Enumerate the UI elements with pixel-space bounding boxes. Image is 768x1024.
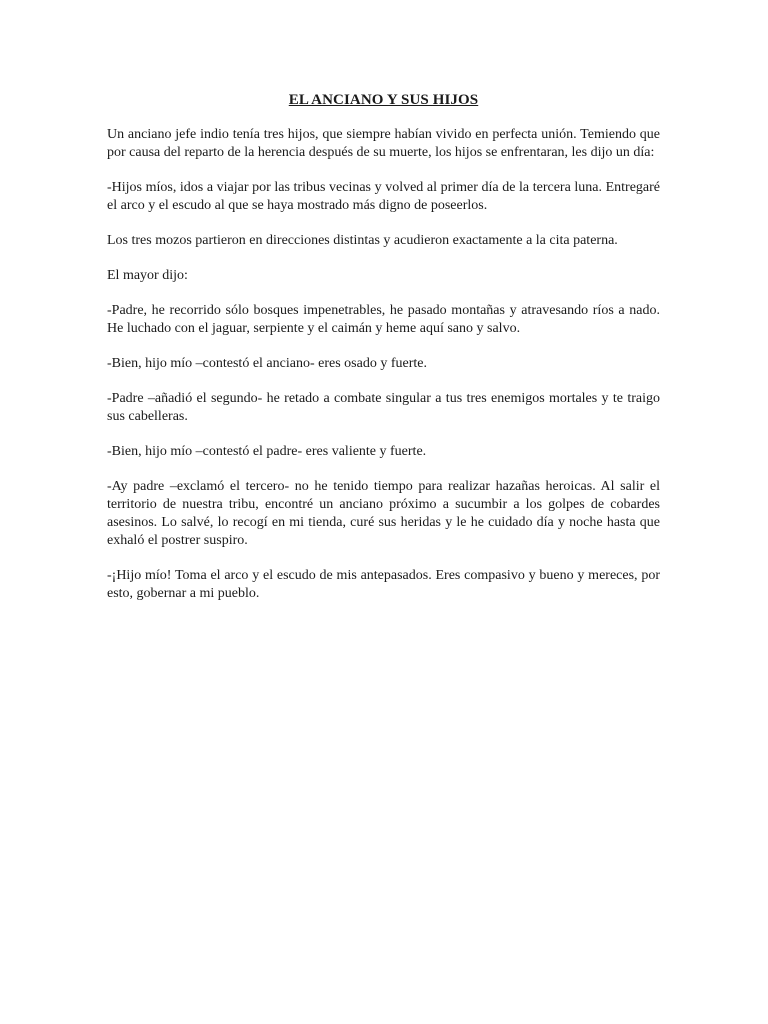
document-title: EL ANCIANO Y SUS HIJOS <box>288 92 479 108</box>
paragraph-6: -Bien, hijo mío –contestó el anciano- eres osado y fuerte. <box>107 356 427 371</box>
document-page <box>107 92 660 620</box>
paragraph-10: -¡Hijo mío! Toma el arco y el escudo de mis antepasados. Eres compasivo y bueno y mereces, por esto, gobernar a mi pueblo. <box>107 568 660 601</box>
paragraph-7: -Padre –añadió el segundo- he retado a combate singular a tus tres enemigos mortales y te traigo sus cabelleras. <box>107 391 660 424</box>
paragraph-1: Un anciano jefe indio tenía tres hijos, que siempre habían vivido en perfecta unión. Temiendo que por causa del reparto de la herencia después de su muerte, los hijos se enfrentaran, les dijo un día: <box>107 127 660 160</box>
paragraph-3: Los tres mozos partieron en direcciones distintas y acudieron exactamente a la cita paterna. <box>107 233 618 248</box>
paragraph-2: -Hijos míos, idos a viajar por las tribus vecinas y volved al primer día de la tercera luna. Entregaré el arco y el escudo al que se haya mostrado más digno de poseerlos. <box>107 180 660 213</box>
paragraph-8: -Bien, hijo mío –contestó el padre- eres valiente y fuerte. <box>107 444 427 459</box>
paragraph-9: -Ay padre –exclamó el tercero- no he tenido tiempo para realizar hazañas heroicas. Al salir el territorio de nuestra tribu, encontré un anciano próximo a sucumbir a los golpes de cobardes asesinos. Lo salvé, lo recogí en mi tienda, curé sus heridas y le he cuidado día y noche hasta que exhaló el postrer suspiro. <box>107 479 660 548</box>
paragraph-5: -Padre, he recorrido sólo bosques impenetrables, he pasado montañas y atravesando ríos a nado. He luchado con el jaguar, serpiente y el caimán y heme aquí sano y salvo. <box>107 303 660 336</box>
paragraph-4: El mayor dijo: <box>107 268 188 283</box>
